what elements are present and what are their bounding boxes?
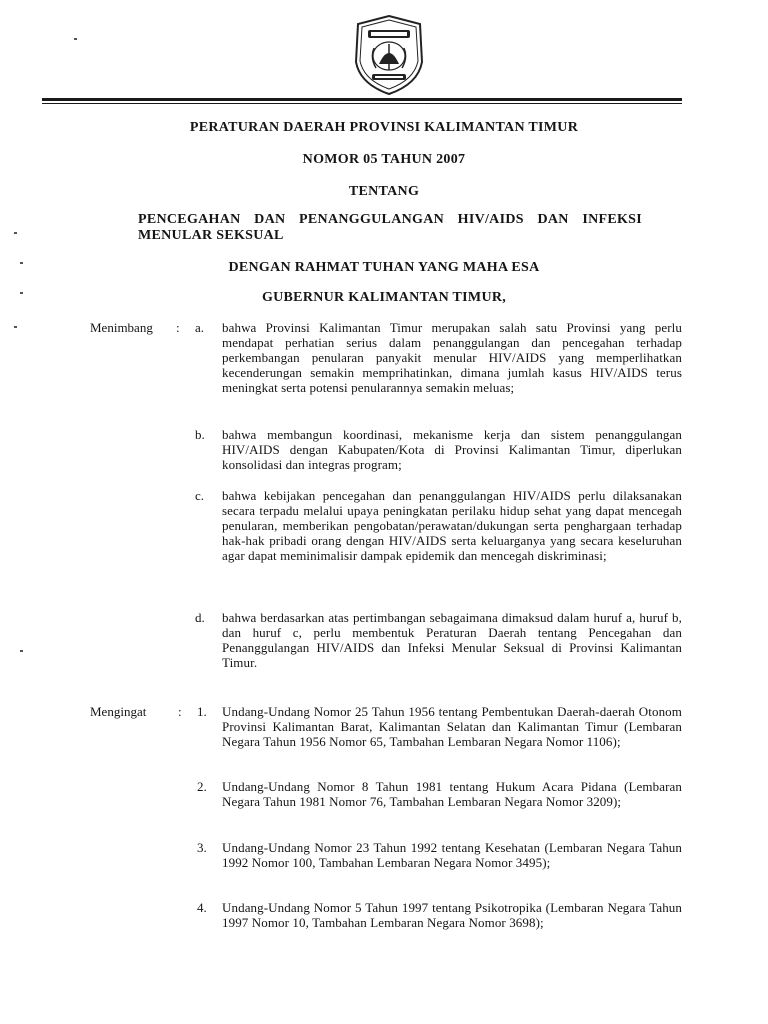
mengingat-item-3: Undang-Undang Nomor 23 Tahun 1992 tentang Kesehatan (Lembaran Negara Tahun 1992 Nomor 100, Tambahan Lembaran Negara Nomor 3495);: [222, 840, 682, 870]
regulation-number: NOMOR 05 TAHUN 2007: [302, 152, 466, 167]
mengingat-colon: :: [178, 704, 182, 719]
about-heading: TENTANG: [348, 184, 420, 199]
menimbang-item-a: bahwa Provinsi Kalimantan Timur merupakan salah satu Provinsi yang perlu mendapat perhatian serius dalam penanggulangan dan pencegahan terhadap perkembangan penularan panyakit menular HIV/AIDS yang memperlihatkan kecenderungan semakin memprihatinkan, dimana jumlah kasus HIV/AIDS terus meningkat serta potensi penularannya semakin meluas;: [222, 320, 682, 395]
menimbang-item-c: bahwa kebijakan pencegahan dan penanggulangan HIV/AIDS perlu dilaksanakan secara terpadu melalui upaya peningkatan perilaku hidup sehat yang dapat mencegah penularan, memberikan pengobatan/perawatan/dukungan serta penghargaan terhadap hak-hak pribadi orang dengan HIV/AIDS serta keluarganya yang secara keseluruhan agar dapat meminimalisir dampak epidemik dan mencegah diskriminasi;: [222, 488, 682, 563]
mengingat-marker-2: 2.: [197, 779, 207, 794]
kalimantan-timur-coat-of-arms-icon: [350, 14, 428, 96]
scan-speck: [14, 326, 17, 328]
mengingat-item-2: Undang-Undang Nomor 8 Tahun 1981 tentang Hukum Acara Pidana (Lembaran Negara Tahun 1981 Nomor 76, Tambahan Lembaran Negara Nomor 3209);: [222, 779, 682, 809]
mengingat-item-1: Undang-Undang Nomor 25 Tahun 1956 tentang Pembentukan Daerah-daerah Otonom Provinsi Kalimantan Barat, Kalimantan Selatan dan Kalimantan Timur (Lembaran Negara Tahun 1956 Nomor 65, Tambahan Lembaran Negara Nomor 1106);: [222, 704, 682, 749]
mengingat-marker-4: 4.: [197, 900, 207, 915]
menimbang-item-b: bahwa membangun koordinasi, mekanisme kerja dan sistem penanggulangan HIV/AIDS dengan Kabupaten/Kota di Provinsi Kalimantan Timur, diperlukan konsolidasi dan integras program;: [222, 427, 682, 472]
regulation-title: PERATURAN DAERAH PROVINSI KALIMANTAN TIMUR: [189, 120, 579, 135]
header-rule-thin: [42, 103, 682, 104]
mengingat-item-4: Undang-Undang Nomor 5 Tahun 1997 tentang Psikotropika (Lembaran Negara Tahun 1997 Nomor 10, Tambahan Lembaran Negara Nomor 3698);: [222, 900, 682, 930]
menimbang-item-d: bahwa berdasarkan atas pertimbangan sebagaimana dimaksud dalam huruf a, huruf b, dan huruf c, perlu membentuk Peraturan Daerah tentang Pencegahan dan Penanggulangan HIV/AIDS dan Infeksi Menular Seksual di Provinsi Kalimantan Timur.: [222, 610, 682, 670]
blessing-heading: DENGAN RAHMAT TUHAN YANG MAHA ESA: [228, 260, 540, 275]
menimbang-marker-b: b.: [195, 427, 205, 442]
scan-speck: [74, 38, 77, 40]
scan-speck: [20, 292, 23, 294]
menimbang-marker-c: c.: [195, 488, 205, 503]
scan-speck: [14, 232, 17, 234]
menimbang-label: Menimbang: [90, 320, 153, 335]
scan-speck: [20, 650, 23, 652]
menimbang-marker-a: a.: [195, 320, 205, 335]
menimbang-colon: :: [176, 320, 180, 335]
menimbang-marker-d: d.: [195, 610, 205, 625]
mengingat-label: Mengingat: [90, 704, 147, 719]
scan-speck: [20, 262, 23, 264]
governor-heading: GUBERNUR KALIMANTAN TIMUR,: [261, 290, 507, 305]
regulation-subject: PENCEGAHAN DAN PENANGGULANGAN HIV/AIDS DAN INFEKSI MENULAR SEKSUAL: [138, 212, 642, 243]
mengingat-marker-1: 1.: [197, 704, 207, 719]
header-rule-thick: [42, 98, 682, 101]
mengingat-marker-3: 3.: [197, 840, 207, 855]
